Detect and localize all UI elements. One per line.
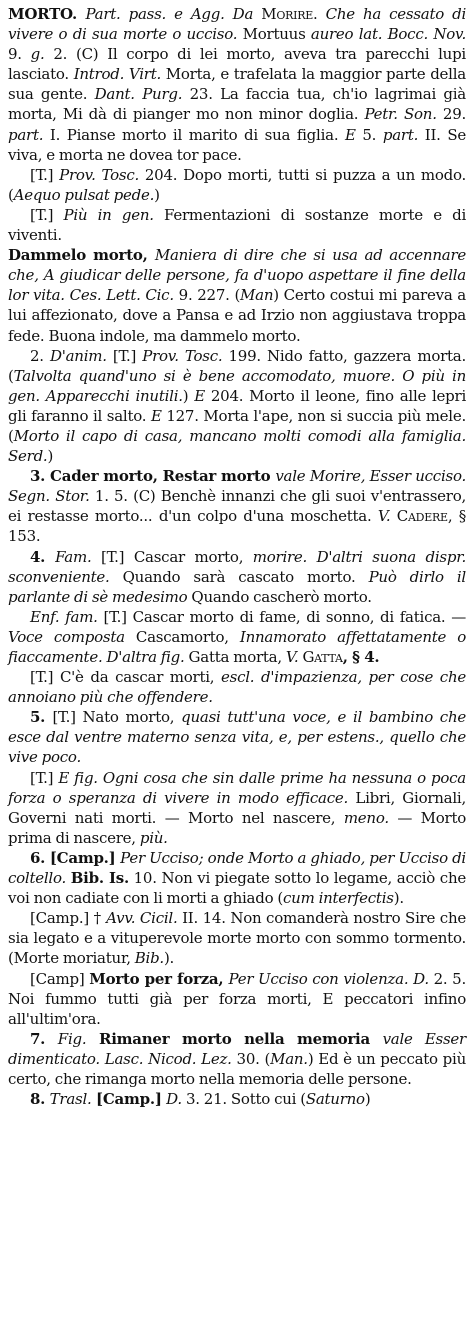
text-run: ).: [163, 949, 175, 968]
text-run: Prov. Tosc.: [59, 165, 139, 184]
text-run: V.: [285, 648, 299, 666]
text-run: Prov. Tosc.: [142, 346, 223, 365]
text-run: vale Esser dimenticato. Lasc. Nicod. Lez.: [8, 1029, 466, 1068]
text-run: V.: [377, 507, 391, 526]
text-run: [T.]: [30, 165, 60, 184]
text-run: Man.: [270, 1049, 308, 1068]
text-run: vale Morire, Esser ucciso. Segn. Stor.: [8, 467, 466, 506]
text-run: Quando cascherò morto.: [187, 587, 372, 606]
text-run: , § 4.: [342, 648, 380, 666]
text-run: [T.] Cascar morto di fame, di sonno, di fatica. —: [97, 607, 466, 626]
text-run: ) Ed è un peccato più certo, che rimanga morto nella memoria delle persone.: [8, 1049, 466, 1088]
text-run: [T.]: [30, 205, 64, 224]
text-run: Per Ucciso; onde Morto a ghiado, per Ucciso di coltello.: [8, 848, 466, 888]
text-run: [T.] Nato morto,: [52, 708, 182, 727]
text-run: Aequo pulsat pede.: [13, 185, 155, 204]
text-run: 127. Morta l'ape, non si succia più mele. (: [8, 406, 466, 445]
text-run: Introd. Virt.: [73, 65, 161, 84]
text-run: [Camp.] †: [30, 909, 107, 928]
text-run: 3. 21. Sotto cui (: [181, 1090, 306, 1109]
text-run: 8.: [30, 1090, 50, 1109]
entry-paragraph: [8, 4, 466, 165]
text-run: [T.]: [106, 346, 143, 365]
text-run: Dant. Purg.: [94, 85, 183, 104]
text-run: part.: [8, 125, 44, 144]
text-run: , § 153.: [8, 507, 466, 546]
text-run: ): [47, 447, 54, 466]
text-run: Quando sarà cascato morto.: [109, 567, 369, 586]
text-run: part.: [382, 125, 419, 144]
text-run: Più in gen.: [63, 205, 154, 224]
text-run: Cascamorto,: [124, 627, 240, 646]
text-run: 9.: [8, 45, 31, 64]
text-run: [Camp]: [30, 969, 90, 988]
text-run: E: [194, 386, 205, 405]
entry-paragraph: [8, 245, 466, 345]
text-run: Avv. Cicil.: [106, 909, 178, 928]
text-run: .: [313, 5, 326, 23]
text-run: Mortuus: [237, 25, 311, 44]
text-run: più.: [139, 828, 168, 847]
text-run: Talvolta quand'uno si è bene accomodato, muore. O più in gen. Apparecchi inutili.: [8, 366, 466, 405]
text-run: II. 14. Non comanderà nostro Sire che sia legato e a vituperevole morte morto con sommo tormento. (Morte moriatur,: [8, 909, 466, 968]
entry-paragraph: [8, 547, 466, 607]
text-run: ): [154, 185, 160, 204]
text-run: ).: [393, 889, 404, 908]
text-run: quasi tutt'una voce, e il bambino che esce dal ventre materno senza vita, e, per estens., quello che vive poco.: [8, 708, 466, 767]
text-run: 204. Dopo morti, tutti si puzza a un modo. (: [8, 165, 467, 204]
text-run: Bib.: [134, 949, 164, 968]
entry-paragraph: [8, 908, 466, 968]
text-run: Libri, Giornali, Governi nati morti. — Morto nel nascere,: [8, 788, 466, 827]
entry-paragraph: [8, 1029, 466, 1089]
text-run: Gatta morta,: [184, 648, 286, 666]
text-run: D.: [166, 1090, 182, 1109]
text-run: Fermentazioni di sostanze morte e di viventi.: [8, 205, 466, 245]
text-run: [T.] C'è da cascar morti,: [30, 668, 221, 687]
entry-paragraph: [8, 346, 466, 467]
text-run: Dammelo morto,: [8, 246, 155, 265]
text-run: g.: [30, 45, 45, 64]
entry-paragraph: [8, 969, 466, 1029]
text-run: 7.: [30, 1029, 58, 1048]
dictionary-entry-morto: [8, 4, 466, 1109]
entry-paragraph: [8, 1089, 466, 1109]
text-run: 2. (C) Il corpo di lei morto, aveva tra parecchi lupi lasciato.: [8, 45, 466, 84]
text-run: ): [182, 386, 195, 405]
text-run: 9. 227. (: [173, 286, 241, 305]
text-run: Gatta: [302, 648, 343, 666]
text-run: ) Certo costui mi pareva a lui affezionato, dove a Pansa e ad Irzio non aggiustava troppa fede. Buona indole, ma dammelo morto.: [8, 286, 466, 345]
text-run: escl. d'impazienza, per cose che annoiano più che offendere.: [8, 668, 466, 707]
text-run: II. Se viva, e morta ne dovea tor pace.: [8, 125, 466, 164]
text-run: Morto per forza,: [89, 969, 229, 988]
text-run: — Morto prima di nascere,: [8, 808, 467, 847]
text-run: aureo lat. Bocc. Nov.: [310, 25, 466, 44]
text-run: 2.: [30, 346, 50, 365]
text-run: E fig. Ogni cosa che sin dalle prime ha nessuna o poca forza o speranza di vivere in modo efficace.: [8, 768, 466, 807]
text-run: Fam.: [55, 547, 92, 566]
entry-paragraph: [8, 667, 466, 707]
text-run: morire. D'altri suona dispr. sconveniente.: [8, 547, 467, 586]
text-run: 29.: [436, 105, 467, 124]
text-run: [T.] Cascar morto,: [91, 547, 253, 566]
text-run: 3. Cader morto, Restar morto: [30, 467, 276, 486]
text-run: [T.]: [30, 768, 59, 787]
text-run: E: [150, 406, 162, 425]
text-run: 10. Non vi piegate sotto lo legame, acciò che voi non cadiate con li morti a ghiado (: [8, 869, 466, 908]
text-run: 30. (: [231, 1049, 271, 1068]
entry-paragraph: [8, 768, 466, 848]
text-run: Morto il capo di casa, mancano molti comodi alla famiglia. Serd.: [8, 426, 466, 466]
text-run: Petr. Son.: [364, 105, 437, 124]
text-run: 5.: [30, 708, 53, 727]
text-run: 204. Morto il leone, fino alle lepri gli faranno il salto.: [8, 386, 467, 425]
text-run: Maniera di dire che si usa ad accennare che, A giudicar delle persone, fa d'uopo aspettare il fine della lor vita. Ces. Lett. Cic.: [8, 246, 466, 305]
text-run: cum interfectis: [283, 889, 394, 908]
entry-paragraph: [8, 205, 466, 245]
text-run: Saturno: [305, 1090, 365, 1109]
text-run: 5.: [355, 125, 383, 144]
text-run: Bib. Is.: [70, 869, 129, 888]
text-run: I. Pianse morto il marito di sua figlia.: [43, 125, 346, 144]
text-run: Morire: [261, 5, 314, 23]
text-run: meno.: [343, 808, 389, 827]
text-run: 23. La faccia tua, ch'io lagrimai già morta, Mi dà di pianger mo non minor doglia.: [8, 85, 466, 124]
text-run: Enf. fam.: [30, 607, 98, 626]
entry-paragraph: [8, 165, 466, 205]
text-run: 2. 5. Noi fummo tutti già per forza morti, E peccatori infino all'ultim'ora.: [8, 969, 466, 1028]
entry-paragraph: [8, 466, 466, 546]
text-run: Rimaner morto nella memoria: [86, 1029, 383, 1048]
text-run: Man: [240, 286, 274, 305]
text-run: D'anim.: [49, 346, 107, 365]
text-run: Per Ucciso con violenza. D.: [228, 969, 429, 988]
text-run: Che ha cessato di vivere o di sua morte o ucciso.: [8, 5, 467, 44]
text-run: 4.: [30, 547, 56, 566]
text-run: E: [345, 125, 356, 144]
text-run: Trasl.: [49, 1090, 92, 1109]
text-run: Innamorato affettatamente o fiaccamente. D'altra fig.: [8, 627, 466, 666]
text-run: Morta, e trafelata la maggior parte della sua gente.: [8, 65, 466, 104]
text-run: Fig.: [57, 1029, 87, 1048]
text-run: Voce composta: [8, 627, 125, 646]
entry-paragraph: [8, 848, 466, 908]
text-run: 6. [Camp.]: [30, 848, 121, 867]
text-run: ): [364, 1090, 371, 1109]
text-run: [Camp.]: [91, 1090, 167, 1109]
text-run: Cadere: [396, 507, 448, 526]
entry-paragraph: [8, 707, 466, 767]
entry-paragraph: [8, 607, 466, 667]
text-run: 1. 5. (C) Benchè innanzi che gli suoi v'entrassero, ei restasse morto... d'un colpo d'una moschetta.: [8, 487, 467, 526]
text-run: MORTO.: [8, 5, 86, 23]
text-run: 199. Nido fatto, gazzera morta. (: [8, 346, 467, 385]
text-run: Part. pass. e Agg. Da: [85, 5, 262, 23]
text-run: Può dirlo il parlante di sè medesimo: [8, 567, 466, 606]
